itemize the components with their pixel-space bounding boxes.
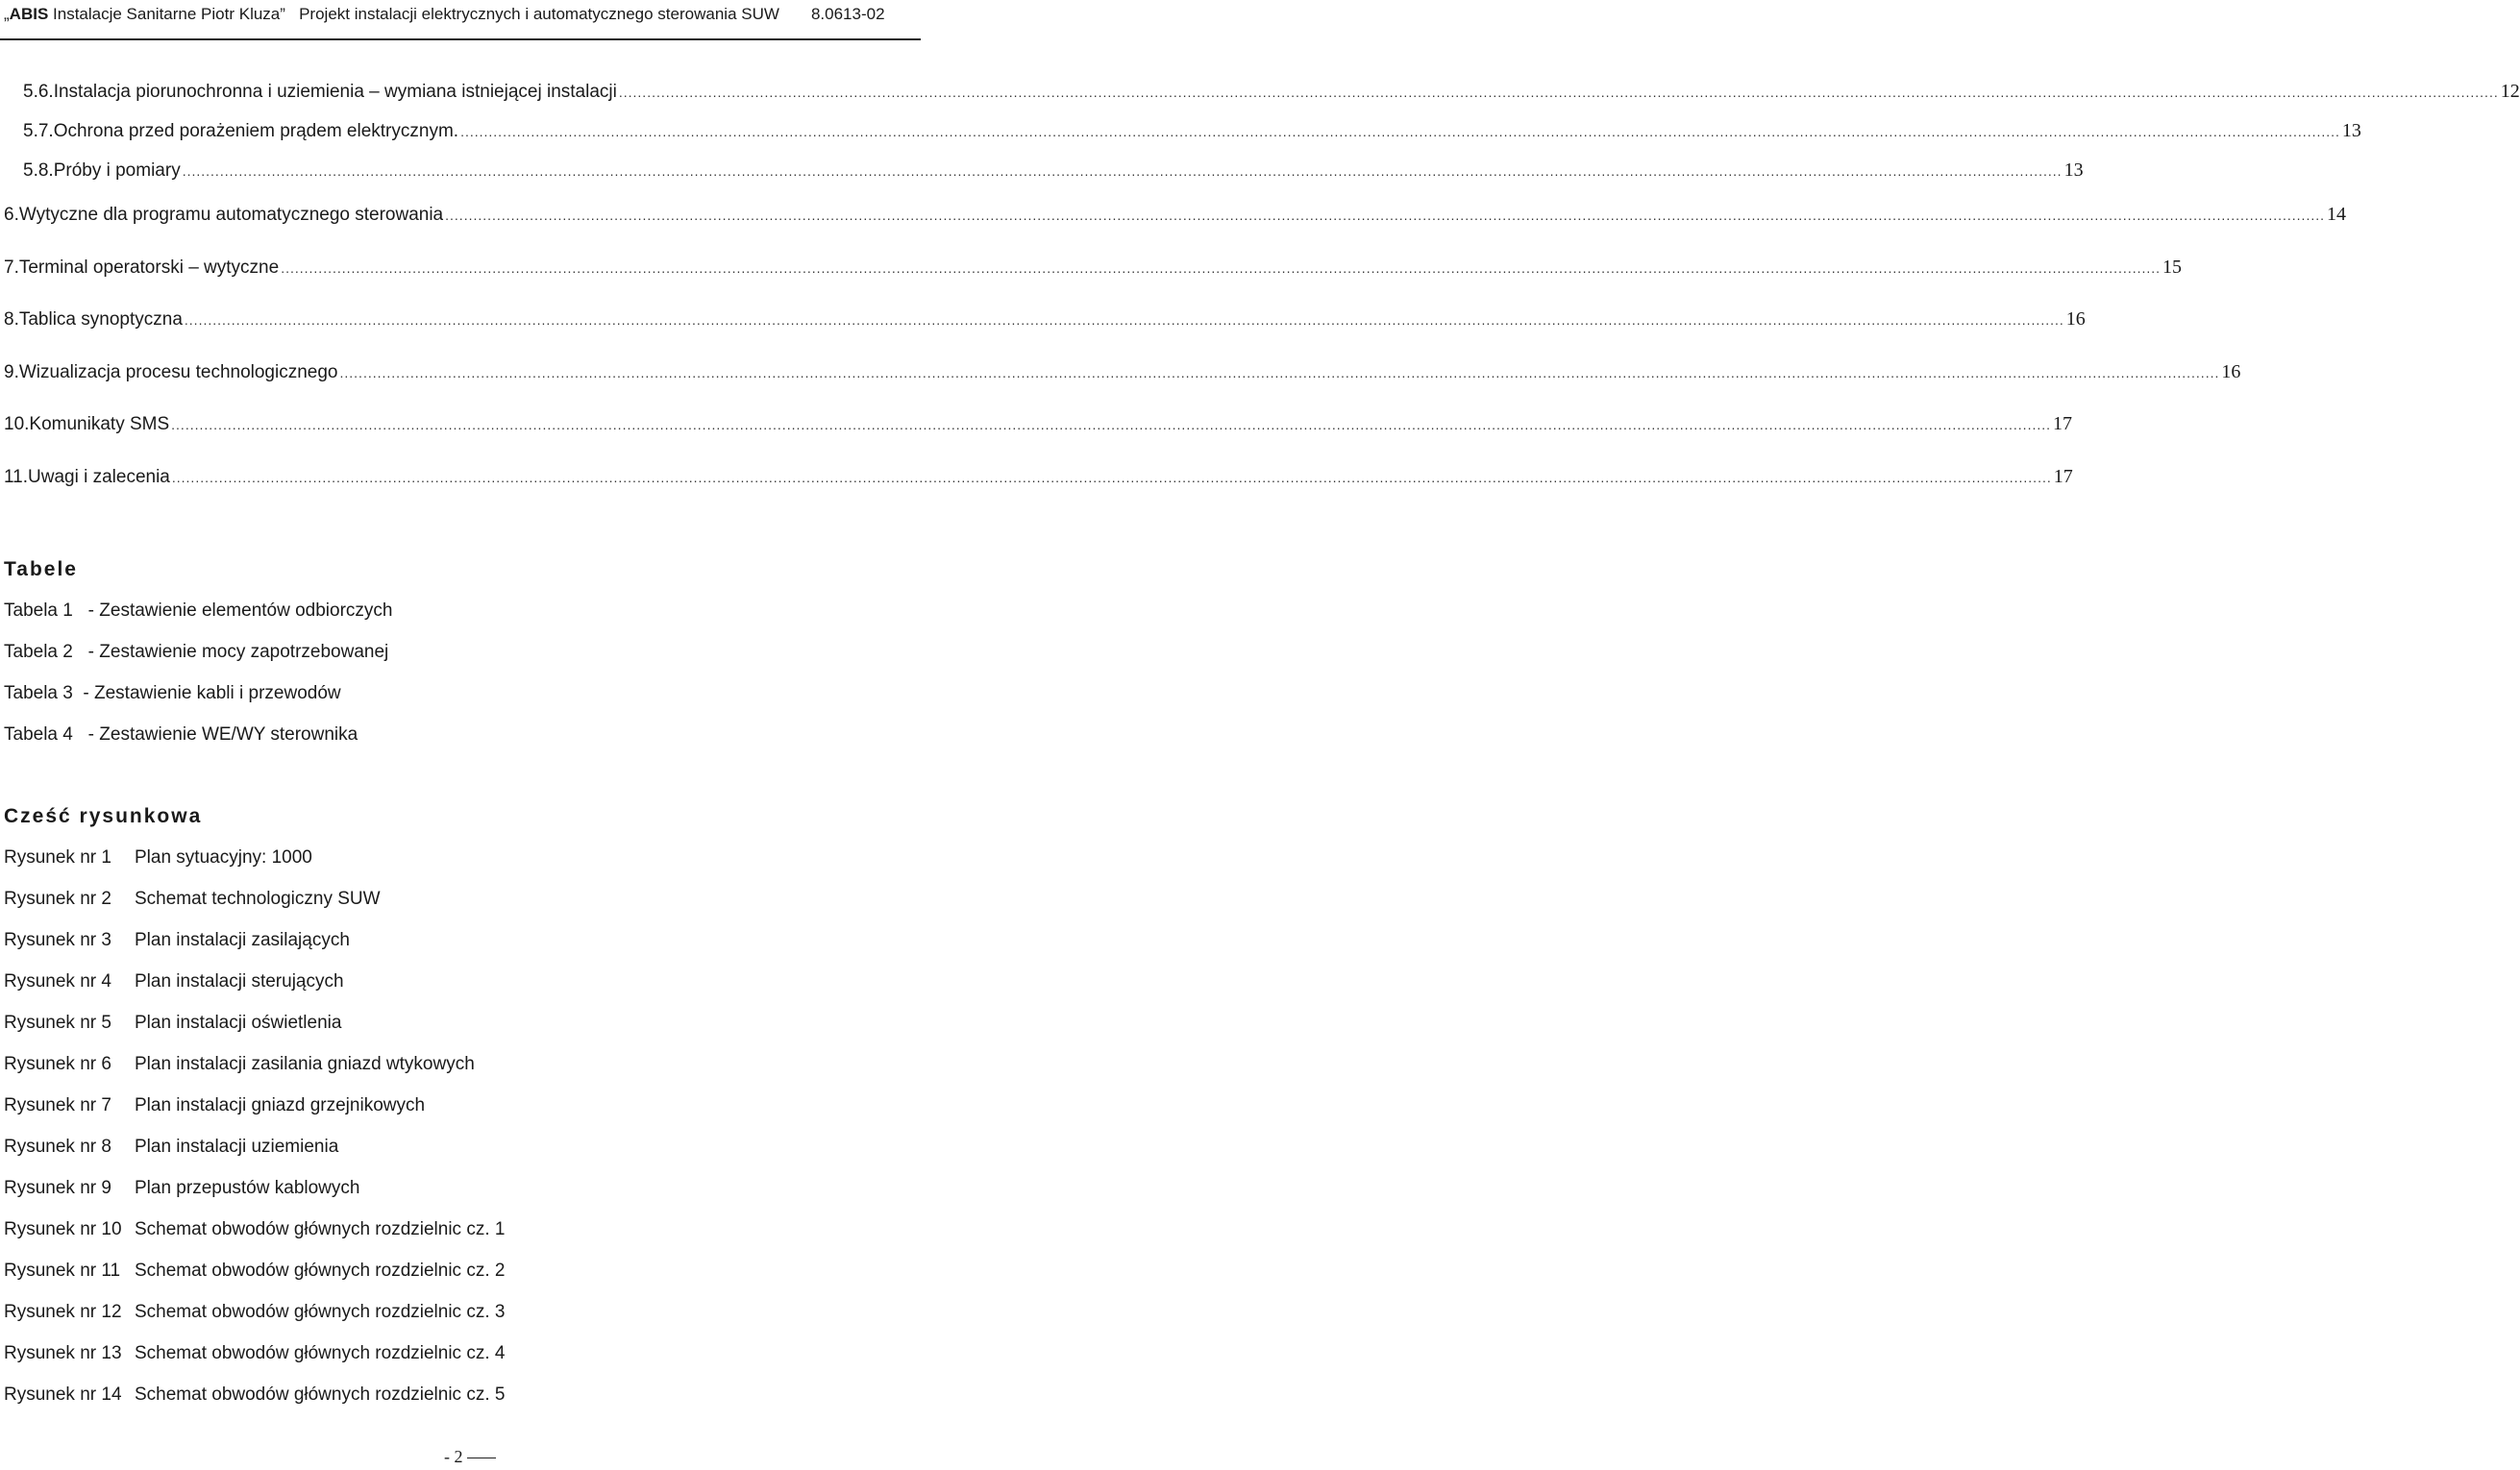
drawing-label: Rysunek nr 5	[4, 1013, 111, 1033]
table-list-item: Tabela 1 - Zestawienie elementów odbiorczych	[4, 600, 393, 621]
toc-entry[interactable]	[23, 116, 2361, 145]
toc-entry-number: 5.8.	[23, 160, 54, 181]
toc-dot-leader: ................................................................................................................................................................................................................................................................................................................................................................................................................	[171, 470, 2052, 485]
drawing-label: Rysunek nr 3	[4, 930, 111, 950]
toc-dot-leader: ................................................................................................................................................................................................................................................................................................................................................................................................................	[460, 124, 2340, 139]
table-list-item: Tabela 3 - Zestawienie kabli i przewodów	[4, 683, 341, 703]
drawing-label: Rysunek nr 1	[4, 847, 111, 868]
toc-dot-leader: ................................................................................................................................................................................................................................................................................................................................................................................................................	[171, 417, 2052, 432]
drawing-label: Rysunek nr 6	[4, 1054, 111, 1074]
toc-entry-number: 6.	[4, 205, 19, 225]
drawing-title: Schemat obwodów głównych rozdzielnic cz. 2	[135, 1261, 506, 1281]
toc-entry-title: Ochrona przed porażeniem prądem elektrycznym.	[53, 121, 459, 141]
drawing-title: Plan instalacji sterujących	[135, 971, 344, 992]
toc-entry-page: 12	[2500, 81, 2520, 102]
toc-entry-title: Terminal operatorski – wytyczne	[18, 257, 280, 278]
toc-entry[interactable]	[4, 357, 2241, 386]
toc-entry-title: Instalacja piorunochronna i uziemienia – wymiana istniejącej instalacji	[53, 82, 617, 102]
drawing-list-item	[4, 844, 312, 872]
drawing-title: Plan sytuacyjny: 1000	[135, 847, 312, 868]
toc-entry-number: 8.	[4, 309, 19, 330]
table-list-item: Tabela 2 - Zestawienie mocy zapotrzebowanej	[4, 642, 389, 662]
toc-entry-title: Komunikaty SMS	[29, 414, 170, 434]
header-quote: „	[4, 5, 10, 23]
drawing-label: Rysunek nr 10	[4, 1219, 122, 1239]
drawing-label: Rysunek nr 11	[4, 1261, 121, 1281]
drawing-title: Plan instalacji uziemienia	[135, 1137, 339, 1157]
drawing-list-item	[4, 1298, 505, 1327]
toc-entry-number: 5.7.	[23, 121, 54, 141]
drawing-label: Rysunek nr 4	[4, 971, 111, 992]
toc-entry-title: Wytyczne dla programu automatycznego sterowania	[18, 205, 444, 225]
toc-entry-page: 15	[2162, 257, 2183, 278]
header-company-bold: ABIS	[9, 5, 49, 23]
drawing-label: Rysunek nr 8	[4, 1137, 111, 1157]
drawing-list-item	[4, 1339, 505, 1368]
toc-entry-title: Tablica synoptyczna	[18, 309, 183, 330]
drawing-title: Schemat technologiczny SUW	[135, 889, 381, 909]
toc-entry-number: 7.	[4, 257, 19, 278]
toc-entry-title: Próby i pomiary	[53, 160, 181, 181]
drawing-title: Schemat obwodów głównych rozdzielnic cz. 4	[135, 1343, 506, 1363]
drawing-label: Rysunek nr 12	[4, 1302, 122, 1322]
toc-entry-number: 11.	[4, 467, 29, 487]
toc-entry-page: 13	[2063, 159, 2084, 181]
drawing-list-item	[4, 1050, 475, 1079]
header-text	[4, 0, 885, 29]
drawing-list-item	[4, 968, 344, 996]
drawing-title: Plan instalacji zasilających	[135, 930, 350, 950]
toc-dot-leader: ................................................................................................................................................................................................................................................................................................................................................................................................................	[182, 163, 2063, 179]
toc-entry-number: 9.	[4, 362, 19, 382]
toc-entry-page: 14	[2327, 204, 2346, 225]
toc-entry-number: 5.6.	[23, 82, 54, 102]
toc-entry-title: Wizualizacja procesu technologicznego	[18, 362, 338, 382]
drawing-list-item	[4, 1174, 359, 1203]
drawing-label: Rysunek nr 2	[4, 889, 111, 909]
toc-entry-page: 16	[2065, 308, 2086, 330]
drawing-list-item	[4, 1091, 425, 1120]
drawing-label: Rysunek nr 9	[4, 1178, 111, 1198]
drawing-label: Rysunek nr 13	[4, 1343, 122, 1363]
toc-dot-leader: ................................................................................................................................................................................................................................................................................................................................................................................................................	[445, 208, 2325, 223]
table-list-item: Tabela 4 - Zestawienie WE/WY sterownika	[4, 724, 358, 745]
drawing-list-item	[4, 1009, 341, 1038]
toc-entry-page: 16	[2221, 361, 2241, 382]
drawings-heading: Cześć rysunkowa	[4, 805, 203, 827]
drawing-title: Plan instalacji zasilania gniazd wtykowych	[135, 1054, 475, 1074]
drawing-list-item	[4, 1133, 338, 1162]
drawing-label: Rysunek nr 7	[4, 1095, 111, 1115]
drawing-list-item	[4, 1215, 505, 1244]
toc-entry-page: 17	[2053, 466, 2073, 487]
drawing-list-item	[4, 1257, 505, 1286]
drawing-title: Plan instalacji gniazd grzejnikowych	[135, 1095, 426, 1115]
drawing-title: Schemat obwodów głównych rozdzielnic cz. 1	[135, 1219, 506, 1239]
drawing-title: Schemat obwodów głównych rozdzielnic cz. 5	[135, 1384, 506, 1405]
toc-entry-title: Uwagi i zalecenia	[28, 467, 170, 487]
toc-entry[interactable]	[4, 200, 2346, 229]
toc-dot-leader: ................................................................................................................................................................................................................................................................................................................................................................................................................	[618, 85, 2499, 100]
tables-heading: Tabele	[4, 558, 78, 580]
toc-entry[interactable]	[4, 409, 2073, 438]
toc-entry-number: 10.	[4, 414, 30, 434]
drawing-title: Plan przepustów kablowych	[135, 1178, 360, 1198]
toc-dot-leader: ................................................................................................................................................................................................................................................................................................................................................................................................................	[184, 312, 2064, 328]
toc-entry-page: 13	[2341, 120, 2361, 141]
toc-dot-leader: ................................................................................................................................................................................................................................................................................................................................................................................................................	[339, 365, 2220, 380]
header-project-text: Instalacje Sanitarne Piotr Kluza” Projekt instalacji elektrycznych i automatycznego sterowania SUW 8.0613-02	[48, 5, 885, 23]
page-header	[0, 0, 921, 40]
toc-entry[interactable]	[23, 77, 2520, 106]
toc-dot-leader: ................................................................................................................................................................................................................................................................................................................................................................................................................	[281, 260, 2162, 276]
drawing-title: Schemat obwodów głównych rozdzielnic cz. 3	[135, 1302, 506, 1322]
drawing-title: Plan instalacji oświetlenia	[135, 1013, 342, 1033]
toc-entry[interactable]	[4, 253, 2183, 282]
drawing-list-item	[4, 1381, 505, 1409]
page-number-text: - 2	[444, 1447, 463, 1466]
drawing-label: Rysunek nr 14	[4, 1384, 122, 1405]
toc-entry[interactable]	[4, 305, 2086, 333]
drawing-list-item	[4, 926, 350, 955]
page-number	[444, 1443, 496, 1470]
toc-entry[interactable]	[4, 462, 2073, 491]
drawing-list-item	[4, 885, 381, 914]
toc-entry[interactable]	[23, 156, 2084, 184]
toc-entry-page: 17	[2053, 413, 2073, 434]
